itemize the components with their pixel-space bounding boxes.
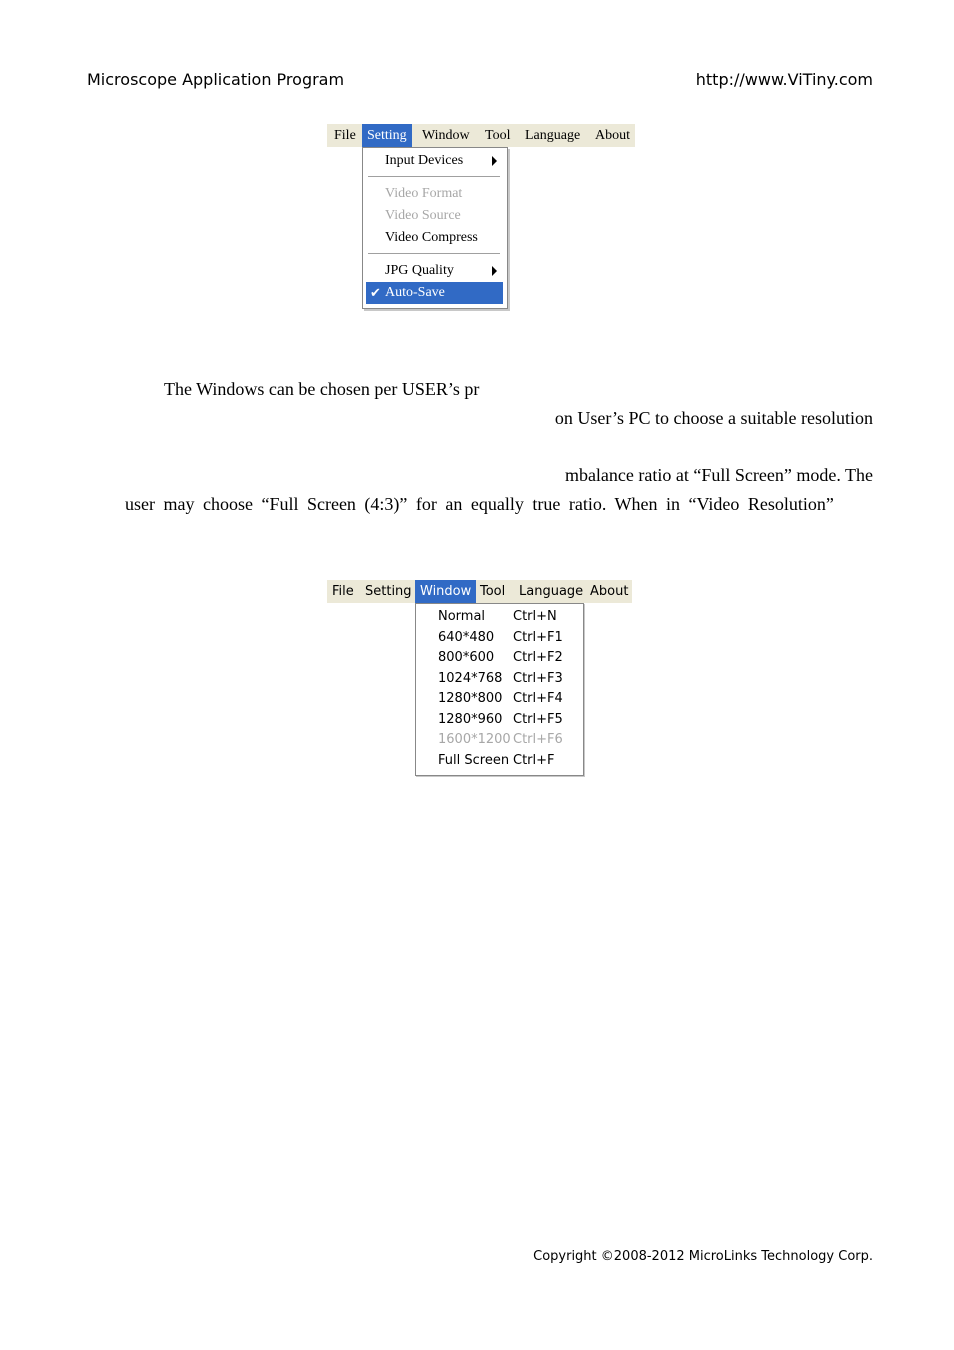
menu-item-auto-save[interactable] [366, 282, 503, 304]
menu-item-shortcut: Ctrl+F6 [513, 732, 563, 747]
menu-item-shortcut: Ctrl+N [513, 609, 557, 624]
menu-item-video-format: Video Format [385, 186, 463, 201]
menu-item-video-source: Video Source [385, 208, 461, 223]
menu-separator [368, 176, 500, 178]
document-header-title: Microscope Application Program [87, 70, 345, 89]
menu-item-1280x960[interactable] [416, 710, 583, 730]
menu-item-full-screen[interactable] [416, 751, 583, 771]
document-header-url: http://www.ViTiny.com [695, 70, 873, 89]
body-text-line: mbalance ratio at “Full Screen” mode. The [564, 465, 873, 485]
menu-item-video-compress[interactable]: Video Compress [385, 230, 478, 245]
menu-item-input-devices[interactable] [366, 150, 503, 172]
menu-about[interactable]: About [595, 128, 630, 143]
menu-separator [368, 253, 500, 255]
menu-file[interactable]: File [334, 128, 356, 143]
menu-item-label: Full Screen [438, 752, 510, 768]
checkmark-icon: ✔ [370, 285, 381, 300]
menu-language[interactable]: Language [519, 584, 584, 599]
menu-item-shortcut: Ctrl+F3 [513, 670, 563, 686]
menu-setting[interactable]: Setting [365, 584, 412, 599]
menu-item-label: 1280*800 [438, 691, 503, 706]
menu-item-shortcut: Ctrl+F4 [513, 691, 563, 706]
menu-item-640x480[interactable] [416, 628, 583, 648]
menu-about[interactable]: About [590, 584, 629, 599]
menu-item-800x600[interactable] [416, 648, 583, 668]
menu-item-shortcut: Ctrl+F2 [513, 650, 563, 665]
window-menu-screenshot [327, 580, 633, 778]
menu-bar [327, 580, 632, 603]
menu-item-label: 640*480 [438, 629, 495, 645]
copyright-footer: Copyright ©2008-2012 MicroLinks Technology Corp. [533, 1249, 873, 1264]
menu-language[interactable]: Language [525, 128, 581, 143]
menu-window[interactable]: Window [415, 580, 476, 603]
setting-dropdown [362, 147, 508, 309]
menu-window[interactable]: Window [422, 128, 470, 143]
setting-menu-screenshot [327, 124, 637, 310]
menu-item-shortcut: Ctrl+F [513, 752, 555, 768]
body-text-line: on User’s PC to choose a suitable resolution [554, 408, 873, 428]
menu-setting[interactable]: Setting [362, 124, 412, 147]
menu-item-label: Normal [438, 609, 486, 624]
menu-item-label: Input Devices [385, 153, 464, 168]
menu-item-shortcut: Ctrl+F5 [513, 711, 563, 727]
menu-item-label: 1280*960 [438, 711, 503, 727]
menu-tool[interactable]: Tool [480, 584, 506, 599]
body-text-line: The Windows can be chosen per USER’s pr [164, 379, 480, 399]
menu-item-label: JPG Quality [385, 263, 454, 278]
menu-item-label: 1600*1200 [438, 732, 511, 747]
menu-item-jpg-quality[interactable] [366, 260, 503, 282]
menu-item-1280x800[interactable] [416, 689, 583, 709]
submenu-arrow-icon [492, 266, 497, 276]
window-dropdown [415, 603, 584, 776]
menu-file[interactable]: File [332, 584, 354, 599]
menu-item-1600x1200 [416, 730, 583, 750]
menu-item-normal[interactable] [416, 607, 583, 627]
menu-bar [327, 124, 635, 147]
menu-item-label: 1024*768 [438, 670, 503, 686]
menu-item-label: Auto-Save [385, 285, 445, 300]
body-text-line: user may choose “Full Screen (4:3)” for an equally true ratio. When in “Video Resolution” [125, 494, 834, 514]
menu-tool[interactable]: Tool [485, 128, 511, 143]
menu-item-label: 800*600 [438, 650, 495, 665]
menu-item-1024x768[interactable] [416, 669, 583, 689]
menu-item-shortcut: Ctrl+F1 [513, 629, 563, 645]
submenu-arrow-icon [492, 156, 497, 166]
